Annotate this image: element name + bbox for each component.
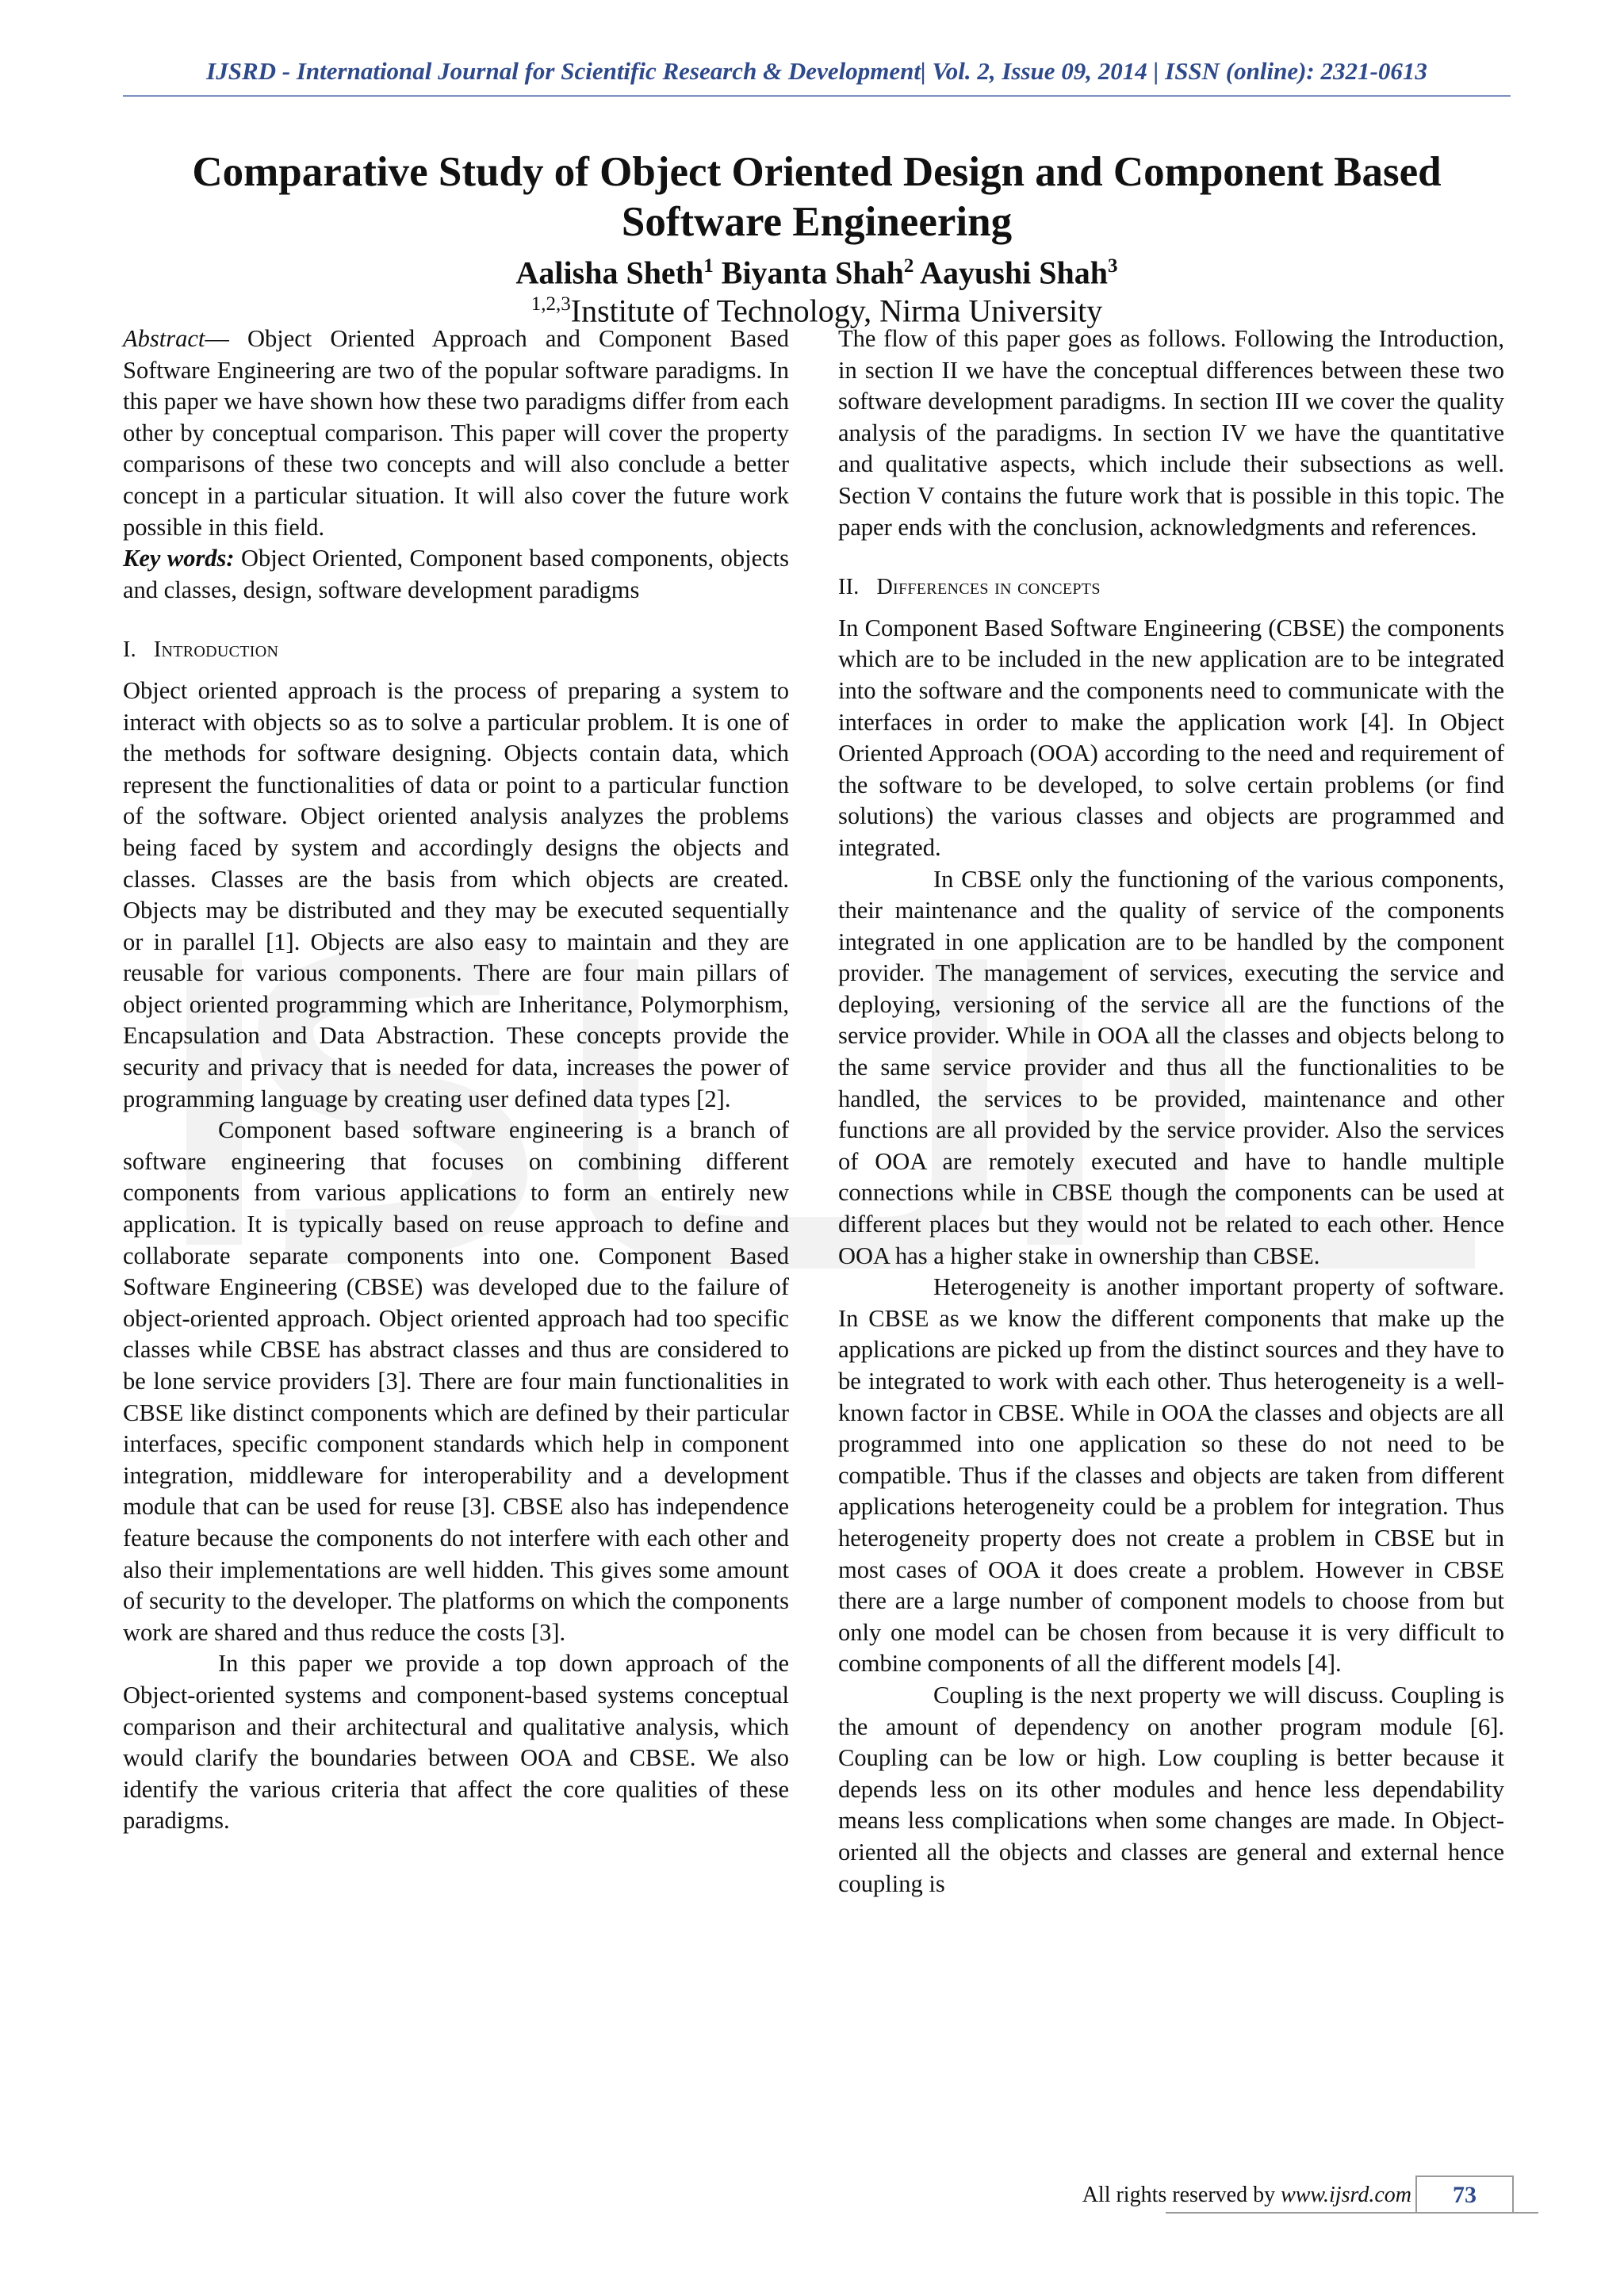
section-heading-differences — [838, 572, 1504, 603]
author-name: Aalisha Sheth — [515, 254, 704, 291]
footer-rights — [952, 2183, 1411, 2208]
spacer — [123, 666, 789, 675]
affiliation-text: Institute of Technology, Nirma University — [570, 293, 1103, 329]
abstract-label: Abstract — [123, 325, 205, 352]
abstract-dash: — — [205, 325, 247, 352]
keywords-label: Key words: — [123, 545, 235, 572]
running-header: IJSRD - International Journal for Scientific Research & Development| Vol. 2, Issue 09, 2014 | ISSN (online): 2321-0613 — [206, 57, 1427, 85]
paper-title — [123, 147, 1511, 247]
spacer — [123, 606, 789, 634]
footer-rights-text: All rights reserved by — [1082, 2183, 1281, 2207]
differences-paragraph-2: In CBSE only the functioning of the various components, their maintenance and the quality of service of the components integrated in one application are to be handled by the component provider. The management of services, executing the service and deploying, versioning of the service all are the functions of the service provider. While in OOA all the classes and objects belong to the same service provider and thus all the functionalities to be handled, the services to be provided, maintenance and other functions are all provided by the service provider. Also the services of OOA are remotely executed and have to handle multiple connections while in CBSE though the components can be used at different places but they would not be related to each other. Hence OOA has a higher stake in ownership than CBSE. — [838, 865, 1504, 1269]
section-title: Differences in concepts — [876, 575, 1101, 600]
keywords-paragraph — [123, 543, 789, 606]
differences-paragraph-3: Heterogeneity is another important property of software. In CBSE as we know the different components that make up the applications are picked up from the distinct sources and they have to be integrated to work with each other. Thus heterogeneity is a well-known factor in CBSE. While in OOA the classes and objects are all programmed into one application so these do not need to be compatible. Thus if the classes and objects are taken from different applications heterogeneity could be a problem for integration. Thus heterogeneity property does not create a problem in CBSE but in most cases of OOA it does create a problem. However in CBSE there are a large number of component models to choose from but only one model can be chosen from because it is very difficult to combine components of all the different models [4]. — [838, 1273, 1504, 1678]
author-name: Aayushi Shah — [920, 254, 1108, 291]
intro-paragraph-1: Object oriented approach is the process of preparing a system to interact with objects so as to solve a particular problem. It is one of the methods for software designing. Objects contain data, which represent the functionalities of data or point to a particular function of the software. Object oriented analysis analyzes the problems being faced by system and accordingly designs the objects and classes. Classes are the basis from which objects are created. Objects may be distributed and they may be executed sequentially or in parallel [1]. Objects are also easy to maintain and they are reusable for various components. There are four main pillars of object oriented programming which are Inheritance, Polymorphism, Encapsulation and Data Abstraction. These concepts provide the security and privacy that is needed for data, increases the power of programming language by creating user defined data types [2]. — [123, 676, 789, 1112]
section-heading-introduction — [123, 634, 789, 666]
title-line-2: Software Engineering — [621, 199, 1013, 245]
section-number: I. — [123, 637, 136, 663]
abstract-paragraph — [123, 323, 789, 543]
title-line-1: Comparative Study of Object Oriented Design and Component Based — [192, 149, 1442, 195]
header-rule — [123, 95, 1511, 97]
right-column — [838, 323, 1504, 1900]
section-title: Introduction — [153, 637, 279, 663]
section-number: II. — [838, 575, 860, 600]
abstract-text: Object Oriented Approach and Component Based Software Engineering are two of the popular software paradigms. In this paper we have shown how these two paradigms differ from each other by conceptual comparison. This paper will cover the property comparisons of these two concepts and will also conclude a better concept in a particular situation. It will also cover the future work possible in this field. — [123, 325, 789, 541]
spacer — [838, 543, 1504, 572]
differences-paragraph-1: In Component Based Software Engineering (CBSE) the components which are to be included in the new application are to be integrated into the software and the components need to communicate with the interfaces in order to make the application work [4]. In Object Oriented Approach (OOA) according to the need and requirement of the software to be developed, to solve certain problems (or find solutions) the various classes and objects are programmed and integrated. — [838, 614, 1504, 861]
intro-paragraph-4: The flow of this paper goes as follows. Following the Introduction, in section II we have the conceptual differences between these two software development paradigms. In section III we cover the quality analysis of the paradigms. In section IV we have the quantitative and qualitative aspects, which include their subsections as well. Section V contains the future work that is possible in this topic. The paper ends with the conclusion, acknowledgments and references. — [838, 325, 1504, 541]
keywords-text: Object Oriented, Component based components, objects and classes, design, software development paradigms — [123, 545, 789, 603]
intro-paragraph-3: In this paper we provide a top down approach of the Object-oriented systems and component-based systems conceptual comparison and their architectural and qualitative analysis, which would clarify the boundaries between OOA and CBSE. We also identify the various criteria that affect the core qualities of these paradigms. — [123, 1650, 789, 1835]
footer-url-link[interactable]: www.ijsrd.com — [1281, 2183, 1411, 2207]
left-column — [123, 323, 789, 1837]
affiliation-sup: 1,2,3 — [530, 293, 571, 315]
differences-paragraph-4: Coupling is the next property we will discuss. Coupling is the amount of dependency on another program module [6]. Coupling can be low or high. Low coupling is better because it depends less on its other modules and hence less dependability means less complications when some changes are made. In Object-oriented all the objects and classes are general and external hence coupling is — [838, 1681, 1504, 1897]
author-sup: 3 — [1107, 255, 1118, 277]
intro-paragraph-2: Component based software engineering is a branch of software engineering that focuses on combining different components from various applications to form an entirely new application. It is typically based on reuse approach to define and collaborate separate components into one. Component Based Software Engineering (CBSE) was developed due to the failure of object-oriented approach. Object oriented approach had too specific classes while CBSE has abstract classes and thus are considered to be lone service providers [3]. There are four main functionalities in CBSE like distinct components which are defined by their particular interfaces, specific component standards which help in component integration, middleware for interoperability and a development module that can be used for reuse [3]. CBSE also has independence feature because the components do not interfere with each other and also their implementations are well hidden. This gives some amount of security to the developer. The platforms on which the components work are shared and thus reduce the costs [3]. — [123, 1116, 789, 1646]
author-sup: 1 — [703, 255, 714, 277]
spacer — [838, 603, 1504, 613]
author-name: Biyanta Shah — [721, 254, 904, 291]
author-sup: 2 — [903, 255, 914, 277]
page-number: 73 — [1415, 2175, 1514, 2214]
